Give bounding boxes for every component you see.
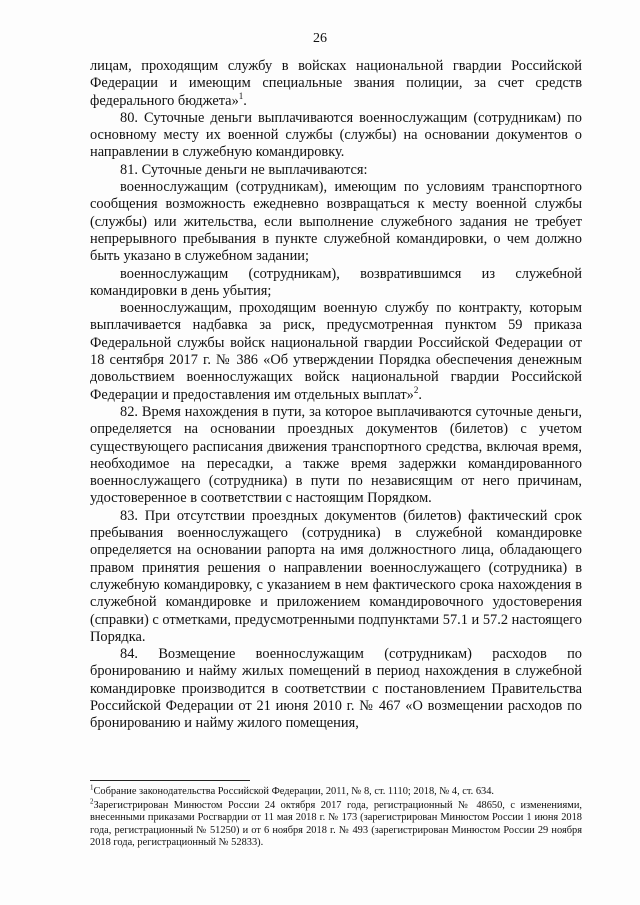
page-number: 26 [313,31,327,46]
paragraph-80: 80. Суточные деньги выплачиваются военнослужащим (сотрудникам) по основному месту их военной службы (службы) на основании документов о направлении в служебную командировку. [90,109,582,161]
footnote-ref: 2 [413,384,419,395]
paragraph-81-item-1: военнослужащим (сотрудникам), имеющим по условиям транспортного сообщения возможность ежедневно возвращаться к месту военной службы (службы) или жительства, если выполнение служебного задания не требует непрерывного пребывания в пункте служебной командировки, о чем должно быть указано в служебном задании; [90,179,582,265]
paragraph-81-item-3: военнослужащим, проходящим военную службу по контракту, которым выплачивается надбавка за риск, предусмотренная пунктом 59 приказа Федеральной службы войск национальной гвардии Российской Федерации от 18 сентября 2017 г. № 386 «Об утверждении Порядка обеспечения денежным довольствием военнослужащих войск национальной гвардии Российской Федерации и предоставления им отдельных выплат»$^2$. [90,300,582,403]
paragraph-81-item-2: военнослужащим (сотрудникам), возвратившимся из служебной командировки в день убытия; [90,265,582,299]
footnote-ref: 1 [238,90,244,101]
footnote-divider [90,780,250,781]
paragraph-84: 84. Возмещение военнослужащим (сотрудникам) расходов по бронированию и найму жилых помещений в период нахождения в служебной командировке производится в соответствии с постановлением Правительства Российской Федерации от 21 июня 2010 г. № 467 «О возмещении расходов по бронированию и найму жилого помещения, [90,646,582,732]
paragraph-81: 81. Суточные деньги не выплачиваются: [120,161,368,178]
paragraph-82: 82. Время нахождения в пути, за которое выплачиваются суточные деньги, определяется на основании проездных документов (билетов) с учетом существующего расписания движения транспортного средства, включая время, необходимое на пересадки, а также время задержки командированного военнослужащего (сотрудника) в пути по независящим от него причинам, удостоверенное в соответствии с настоящим Порядком. [90,403,582,507]
footnote-1: $^1$Собрание законодательства Российской Федерации, 2011, № 8, ст. 1110; 2018, № 4, ст. 634. [90,783,495,797]
paragraph-83: 83. При отсутствии проездных документов (билетов) фактический срок пребывания военнослужащего (сотрудника) в служебной командировке определяется на основании рапорта на имя должностного лица, обладающего правом принятия решения о направлении военнослужащего (сотрудника) в служебную командировку, с указанием в нем фактического срока нахождения в служебной командировке и приложением командировочного удостоверения (справки) с отметками, предусмотренными подпунктами 57.1 и 57.2 настоящего Порядка. [90,507,582,645]
body-text [90,58,582,733]
paragraph-continuation: лицам, проходящим службу в войсках национальной гвардии Российской Федерации и имеющим специальные звания полиции, за счет средств федерального бюджета»$^1$. [90,58,582,109]
footnotes [90,783,582,851]
footnote-2: $^2$Зарегистрирован Минюстом России 24 октября 2017 года, регистрационный № 48650, с изменениями, внесенными приказами Росгвардии от 11 мая 2018 г. № 173 (зарегистрирован Минюстом России 1 июня 2018 года, регистрационный № 51250) и от 6 ноября 2018 г. № 493 (зарегистрирован Минюстом России 29 ноября 2018 года, регистрационный № 52833). [90,797,582,849]
